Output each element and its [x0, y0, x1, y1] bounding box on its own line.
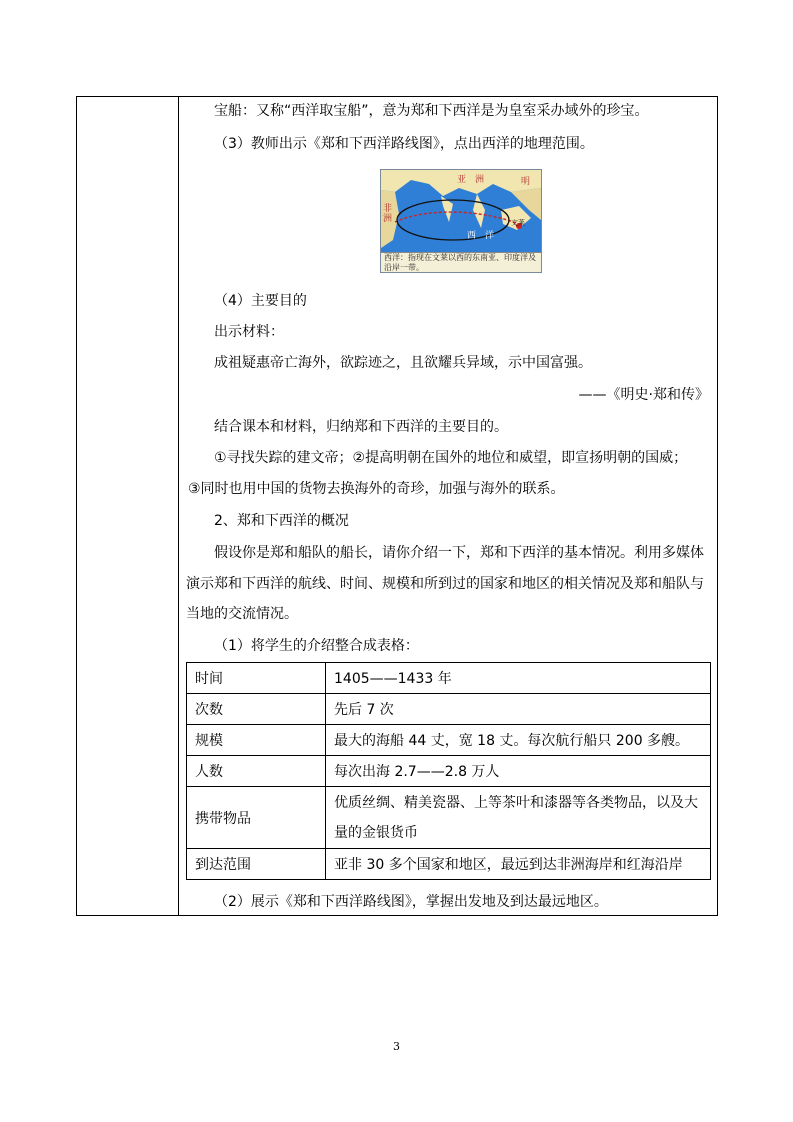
paragraph-show-material: 出示材料： — [214, 324, 284, 340]
paragraph-table-intro: （1）将学生的介绍整合成表格： — [214, 638, 419, 654]
table-value-cell: 每次出海 2.7——2.8 万人 — [326, 756, 711, 787]
column-divider — [178, 96, 179, 916]
table-row — [187, 694, 711, 725]
table-key-cell: 到达范围 — [187, 849, 326, 880]
table-value-cell: 优质丝绸、精美瓷器、上等茶叶和漆器等各类物品，以及大量的金银货币 — [326, 787, 711, 849]
table-key-cell: 次数 — [187, 694, 326, 725]
paragraph-captain-1: 假设你是郑和船队的船长，请你介绍一下，郑和下西洋的基本情况。利用多媒体 — [214, 545, 704, 561]
table-value-cell: 1405——1433 年 — [326, 663, 711, 694]
paragraph-teacher-shows-map: （3）教师出示《郑和下西洋路线图》，点出西洋的地理范围。 — [214, 136, 594, 152]
map-label-asia: 亚 洲 — [457, 175, 485, 185]
table-row — [187, 849, 711, 880]
purpose-line-2: ③同时也用中国的货物去换海外的奇珍，加强与海外的联系。 — [188, 481, 565, 497]
quote-source: ——《明史·郑和传》 — [578, 387, 709, 403]
table-key-cell: 携带物品 — [187, 787, 326, 849]
route-map-image — [380, 169, 542, 273]
map-label-brunei: 文莱 — [511, 219, 525, 227]
paragraph-summarize: 结合课本和材料，归纳郑和下西洋的主要目的。 — [214, 419, 508, 435]
map-caption: 西洋：指现在文莱以西的东南亚、印度洋及沿岸一带。 — [381, 252, 541, 272]
table-key-cell: 人数 — [187, 756, 326, 787]
table-row — [187, 756, 711, 787]
paragraph-captain-3: 当地的交流情况。 — [186, 606, 298, 622]
heading-overview: 2、郑和下西洋的概况 — [214, 513, 349, 529]
table-value-cell: 最大的海船 44 丈，宽 18 丈。每次航行船只 200 多艘。 — [326, 725, 711, 756]
table-key-cell: 时间 — [187, 663, 326, 694]
table-row — [187, 663, 711, 694]
paragraph-show-route: （2）展示《郑和下西洋路线图》，掌握出发地及到达最远地区。 — [214, 894, 608, 910]
table-key-cell: 规模 — [187, 725, 326, 756]
map-label-xiyang: 西 洋 — [467, 231, 495, 241]
map-label-africa: 非洲 — [383, 204, 393, 224]
page-number: 3 — [393, 1040, 400, 1053]
heading-main-purpose: （4）主要目的 — [214, 293, 307, 309]
table-row — [187, 725, 711, 756]
quote-mingshi: 成祖疑惠帝亡海外，欲踪迹之，且欲耀兵异域，示中国富强。 — [214, 355, 592, 371]
table-row — [187, 787, 711, 849]
purpose-line-1: ①寻找失踪的建文帝；②提高明朝在国外的地位和威望，即宣扬明朝的国威； — [214, 450, 688, 466]
voyage-summary-table — [186, 662, 711, 880]
map-label-ming: 明 — [521, 177, 531, 187]
paragraph-captain-2: 演示郑和下西洋的航线、时间、规模和所到过的国家和地区的相关情况及郑和船队与 — [186, 576, 704, 592]
paragraph-treasure-ship: 宝船：又称“西洋取宝船”，意为郑和下西洋是为皇室采办域外的珍宝。 — [214, 103, 649, 119]
table-value-cell: 先后 7 次 — [326, 694, 711, 725]
table-value-cell: 亚非 30 多个国家和地区，最远到达非洲海岸和红海沿岸 — [326, 849, 711, 880]
